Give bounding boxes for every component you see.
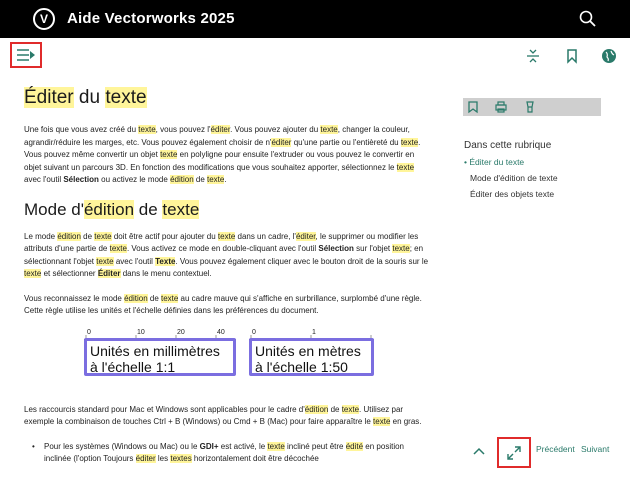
print-icon[interactable] bbox=[494, 100, 508, 114]
chevron-up-icon[interactable] bbox=[472, 446, 486, 456]
menu-toggle-icon bbox=[17, 49, 35, 61]
topic-toc bbox=[464, 140, 614, 205]
ruler-label: 0 bbox=[252, 328, 256, 336]
ruler-label: 10 bbox=[137, 328, 145, 336]
app-title: Aide Vectorworks 2025 bbox=[67, 10, 235, 27]
globe-icon[interactable] bbox=[601, 48, 617, 64]
page-title: Éditer du texte bbox=[24, 87, 147, 108]
next-link[interactable]: Suivant bbox=[581, 444, 610, 454]
menu-toggle-button[interactable] bbox=[10, 42, 42, 68]
collapse-vertical-icon[interactable] bbox=[525, 48, 541, 64]
highlighter-icon[interactable] bbox=[523, 100, 537, 114]
ruler-label: 0 bbox=[87, 328, 91, 336]
ruler-label: 1 bbox=[312, 328, 316, 336]
toc-item[interactable]: • Éditer du texte bbox=[464, 157, 525, 167]
ruler-label: 20 bbox=[177, 328, 185, 336]
expand-icon bbox=[506, 445, 522, 461]
article bbox=[24, 80, 429, 478]
intro-paragraph: Une fois que vous avez créé du texte, vous pouvez l'éditer. Vous pouvez ajouter du texte, changer la couleur, agrandir/réduire les marges, etc. Vous pouvez également choisir de n'éditer qu'une partie ou l'entièreté du texte. Vous pouvez même convertir un objet texte en polyligne pour ensuite l'extruder ou vous pouvez le convertir en objet suivant un parcours 3D. En fonction des modifications que vous souhaitez apporter, sélectionnez le texte avec l'outil Sélection ou activez le mode édition de texte. bbox=[24, 125, 421, 184]
section-heading: Mode d'édition de texte bbox=[24, 199, 200, 219]
shortcuts-paragraph: Les raccourcis standard pour Mac et Windows sont applicables pour le cadre d'édition de texte. Utilisez par exemple la combinaison de touches Ctrl + B (Windows) ou Cmd + B (Mac) pour faire apparaître le texte en gras. bbox=[24, 404, 422, 426]
top-bar bbox=[0, 0, 630, 38]
page-tools-bar bbox=[463, 98, 601, 116]
frame-paragraph: Vous reconnaissez le mode édition de texte au cadre mauve qui s'affiche en surbrillance, surplombé d'une règle. Cette règle utilise les unités et l'échelle définies dans les préférences du document. bbox=[24, 293, 422, 315]
toc-item[interactable]: Mode d'édition de texte bbox=[470, 173, 558, 183]
ruler-label: 40 bbox=[217, 328, 225, 336]
frame-m-example: Unités en mètres à l'échelle 1:50 bbox=[249, 338, 374, 376]
expand-button[interactable] bbox=[497, 437, 531, 468]
frame-mm-example: Unités en millimètres à l'échelle 1:1 bbox=[84, 338, 236, 376]
bookmark-icon[interactable] bbox=[564, 48, 580, 64]
bookmark-icon[interactable] bbox=[466, 100, 480, 114]
bullet-item: • Pour les systèmes (Windows ou Mac) ou le GDI+ est activé, le texte incliné peut être édité en position inclinée (l'option Toujours éditer les textes horizontalement doit être décochée bbox=[32, 441, 404, 463]
previous-link[interactable]: Précédent bbox=[536, 444, 575, 454]
vectorworks-logo[interactable]: V bbox=[33, 8, 55, 30]
bullet-dot: • bbox=[32, 441, 35, 451]
search-icon[interactable] bbox=[578, 9, 598, 29]
toc-item[interactable]: Éditer des objets texte bbox=[470, 189, 555, 199]
section-paragraph: Le mode édition de texte doit être actif pour ajouter du texte dans un cadre, l'éditer, le supprimer ou modifier les attributs d'une partie de texte. Vous activez ce mode en double-cliquant avec l'outil Sélection sur l'objet texte; en sélectionnant l'objet texte avec l'outil Texte. Vous pouvez également cliquer avec le bouton droit de la souris sur le texte et sélectionner Éditer dans le menu contextuel. bbox=[24, 231, 429, 278]
edit-frame-figure bbox=[84, 330, 384, 380]
toc-title: Dans cette rubrique bbox=[464, 140, 552, 151]
